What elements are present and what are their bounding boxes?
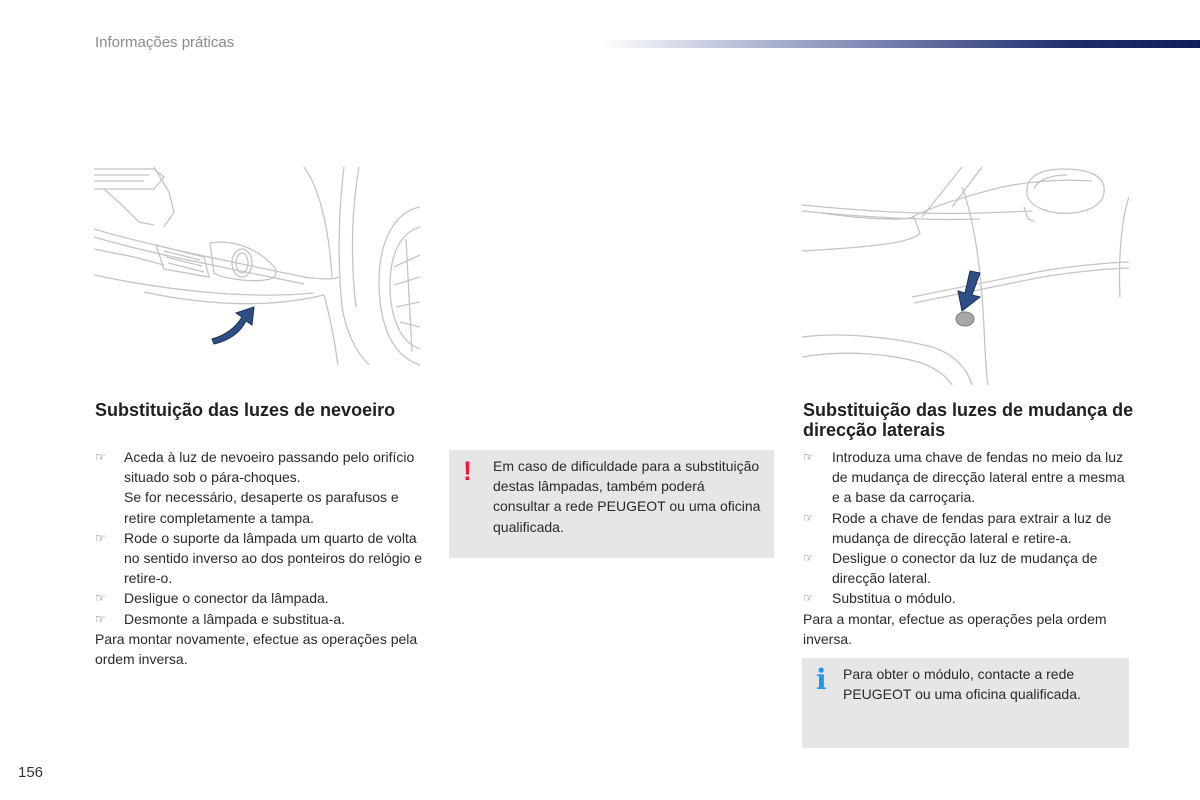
exclamation-icon: ! — [463, 456, 472, 486]
side-indicator-illustration — [802, 167, 1129, 385]
list-item: ☞ Introduza uma chave de fendas no meio da luz de mudança de direcção lateral entre a mesma e a base da carroçaria. — [803, 449, 1125, 506]
header-bar — [600, 40, 1200, 48]
closing-text: Para a montar, efectue as operações pela ordem inversa. — [803, 610, 1107, 647]
info-text: Para obter o módulo, contacte a rede PEUGEOT ou uma oficina qualificada. — [843, 666, 1081, 703]
pointing-hand-icon: ☞ — [95, 611, 106, 626]
pointing-hand-icon: ☞ — [803, 591, 814, 606]
warning-note — [449, 450, 774, 558]
arrow-icon — [958, 271, 980, 311]
list-item: ☞ Rode a chave de fendas para extrair a luz de mudança de direcção lateral e retire-a. — [803, 509, 1112, 546]
info-note — [802, 658, 1129, 748]
info-icon: i — [816, 663, 827, 696]
pointing-hand-icon: ☞ — [95, 530, 106, 545]
side-indicator-heading: Substituição das luzes de mudança de direcção laterais — [803, 400, 1134, 440]
fog-light-heading: Substituição das luzes de nevoeiro — [95, 400, 396, 420]
pointing-hand-icon: ☞ — [95, 450, 106, 464]
list-item: ☞ Desmonte a lâmpada e substitua-a. — [95, 609, 425, 629]
fog-light-instructions — [95, 447, 425, 669]
list-item: ☞ Rode o suporte da lâmpada um quarto de volta no sentido inverso ao dos ponteiros do relógio e retire-o. — [95, 529, 423, 587]
arrow-icon — [212, 307, 254, 344]
pointing-hand-icon: ☞ — [803, 450, 814, 464]
fog-light-illustration — [94, 167, 420, 367]
pointing-hand-icon: ☞ — [803, 551, 814, 566]
pointing-hand-icon: ☞ — [803, 510, 814, 525]
list-item: ☞ Desligue o conector da luz de mudança de direcção lateral. — [803, 550, 1098, 587]
pointing-hand-icon: ☞ — [95, 591, 106, 606]
side-indicator-instructions — [803, 447, 1133, 649]
page-number: 156 — [18, 764, 44, 781]
warning-text: Em caso de dificuldade para a substituição destas lâmpadas, também poderá consultar a rede PEUGEOT ou uma oficina qualificada. — [493, 458, 761, 535]
list-item: ☞ Substitua o módulo. — [803, 588, 1133, 608]
list-item: ☞ Aceda à luz de nevoeiro passando pelo orifício situado sob o pára-choques. Se for necessário, desaperte os parafusos e retire completamente a tampa. — [95, 449, 415, 526]
list-item: ☞ Desligue o conector da lâmpada. — [95, 588, 425, 608]
closing-text: Para montar novamente, efectue as operações pela ordem inversa. — [95, 630, 418, 668]
section-title: Informações práticas — [95, 34, 235, 51]
